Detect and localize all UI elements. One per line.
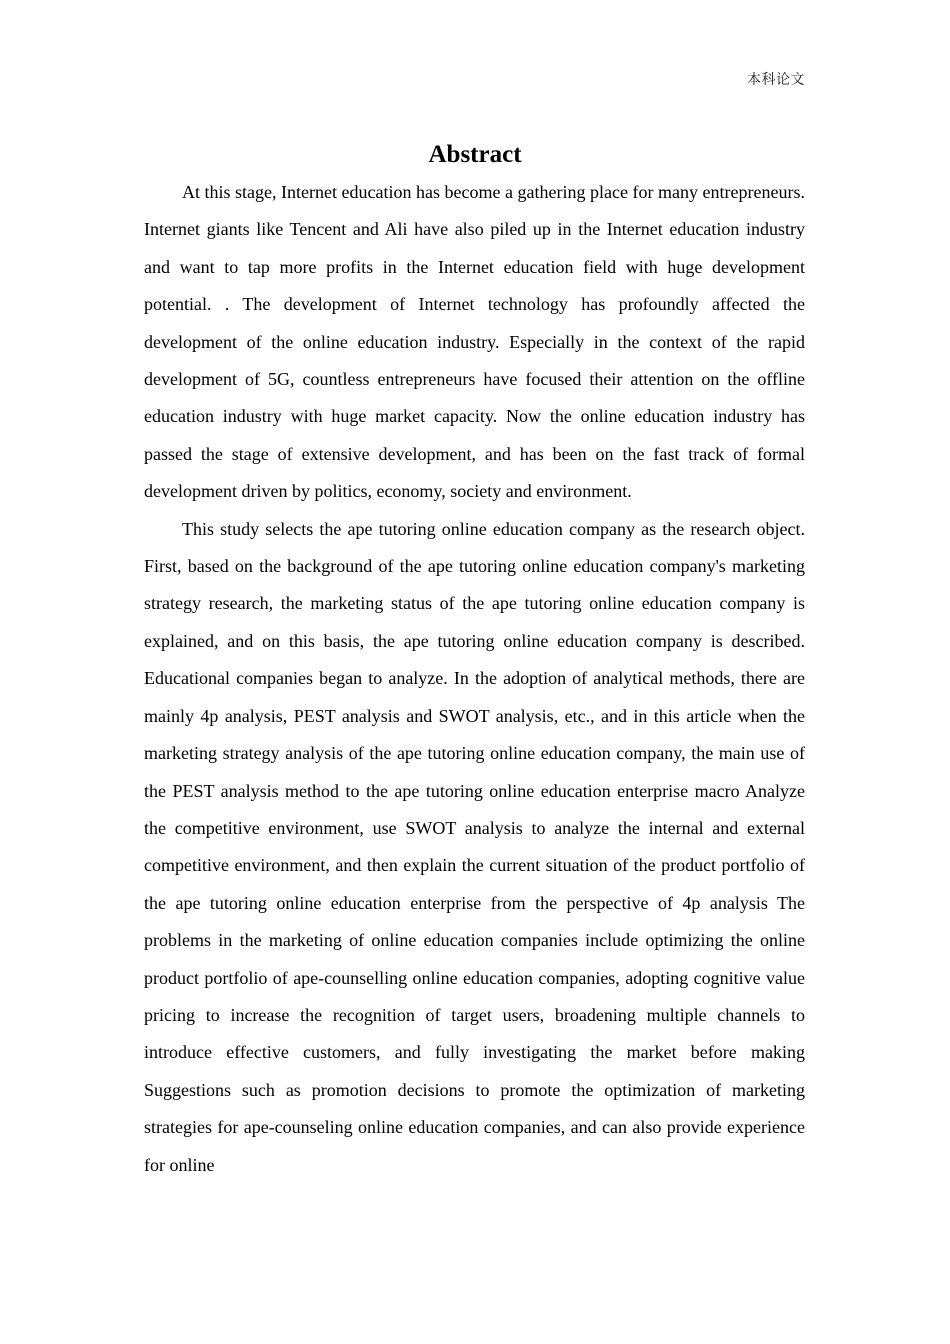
abstract-paragraph-2: This study selects the ape tutoring online education company as the research object. First, based on the background of the ape tutoring online education company's marketing strategy research, the marketing status of the ape tutoring online education company is explained, and on this basis, the ape tutoring online education company is described. Educational companies began to analyze. In the adoption of analytical methods, there are mainly 4p analysis, PEST analysis and SWOT analysis, etc., and in this article when the marketing strategy analysis of the ape tutoring online education company, the main use of the PEST analysis method to the ape tutoring online education enterprise macro Analyze the competitive environment, use SWOT analysis to analyze the internal and external competitive environment, and then explain the current situation of the product portfolio of the ape tutoring online education enterprise from the perspective of 4p analysis The problems in the marketing of online education companies include optimizing the online product portfolio of ape-counselling online education companies, adopting cognitive value pricing to increase the recognition of target users, broadening multiple channels to introduce effective customers, and fully investigating the market before making Suggestions such as promotion decisions to promote the optimization of marketing strategies for ape-counseling online education companies, and can also provide experience for online <box>144 518 805 1175</box>
abstract-body <box>144 174 805 1184</box>
abstract-title: Abstract <box>428 140 522 168</box>
running-header: 本科论文 <box>747 72 805 88</box>
abstract-paragraph-1: At this stage, Internet education has become a gathering place for many entrepreneurs. Internet giants like Tencent and Ali have also piled up in the Internet education industry and want to tap more profits in the Internet education field with huge development potential. . The development of Internet technology has profoundly affected the development of the online education industry. Especially in the context of the rapid development of 5G, countless entrepreneurs have focused their attention on the offline education industry with huge market capacity. Now the online education industry has passed the stage of extensive development, and has been on the fast track of formal development driven by politics, economy, society and environment. <box>144 182 805 502</box>
